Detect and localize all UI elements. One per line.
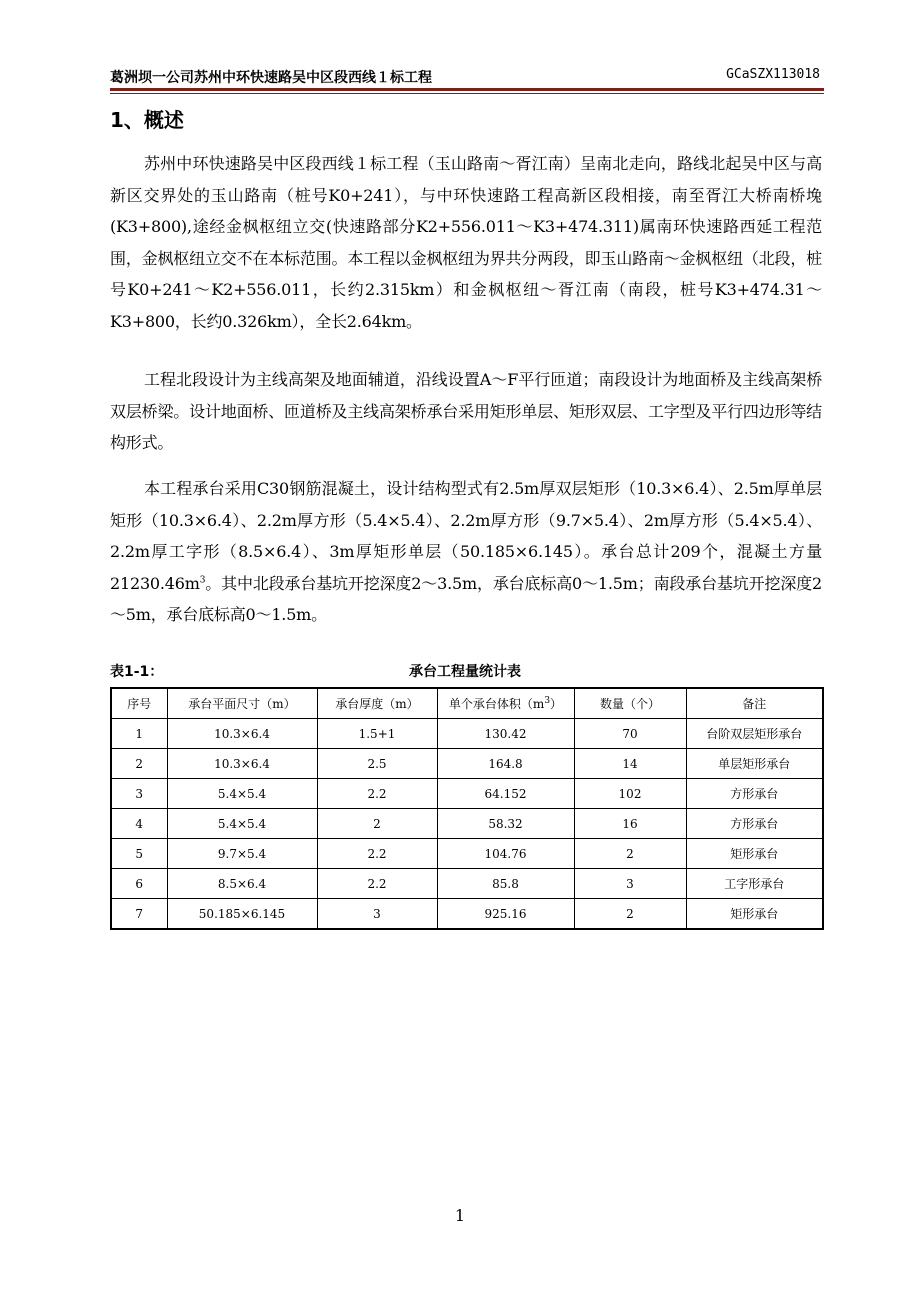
paragraph-design: 工程北段设计为主线高架及地面辅道，沿线设置A～F平行匝道；南段设计为地面桥及主线高架桥双层桥梁。设计地面桥、匝道桥及主线高架桥承台采用矩形单层、矩形双层、工字型及平行四边形等结构形式。 xyxy=(110,370,822,452)
cell-thickness: 2.5 xyxy=(317,749,437,779)
cell-no: 1 xyxy=(111,719,167,749)
cell-volume: 64.152 xyxy=(437,779,574,809)
cell-size: 10.3×6.4 xyxy=(167,749,317,779)
header-no: 序号 xyxy=(111,688,167,719)
cell-no: 4 xyxy=(111,809,167,839)
cell-no: 6 xyxy=(111,869,167,899)
cell-no: 7 xyxy=(111,899,167,930)
cell-count: 16 xyxy=(574,809,686,839)
header-note: 备注 xyxy=(686,688,823,719)
cell-volume: 104.76 xyxy=(437,839,574,869)
cell-thickness: 2.2 xyxy=(317,869,437,899)
cell-note: 方形承台 xyxy=(686,809,823,839)
table-title: 承台工程量统计表 xyxy=(409,664,521,680)
header-document-code: GCaSZX113018 xyxy=(726,67,820,82)
header-volume-text: 单个承台体积（m xyxy=(448,697,545,711)
cell-thickness: 2 xyxy=(317,809,437,839)
table-row xyxy=(111,719,823,749)
cell-count: 70 xyxy=(574,719,686,749)
cell-volume: 85.8 xyxy=(437,869,574,899)
cell-no: 5 xyxy=(111,839,167,869)
table-row xyxy=(111,779,823,809)
cell-no: 2 xyxy=(111,749,167,779)
cell-thickness: 1.5+1 xyxy=(317,719,437,749)
paragraph-overview: 苏州中环快速路吴中区段西线１标工程（玉山路南～胥江南）呈南北走向，路线北起吴中区与高新区交界处的玉山路南（桩号K0+241），与中环快速路工程高新区段相接，南至胥江大桥南桥堍(K3+800),途经金枫枢纽立交(快速路部分K2+556.011～K3+474.311)属南环快速路西延工程范围，金枫枢纽立交不在本标范围。本工程以金枫枢纽为界共分两段，即玉山路南～金枫枢纽（北段，桩号K0+241～K2+556.011，长约2.315km）和金枫枢纽～胥江南（南段，桩号K3+474.31～K3+800，长约0.326km），全长2.64km。 xyxy=(110,154,822,331)
table-row xyxy=(111,899,823,930)
cell-no: 3 xyxy=(111,779,167,809)
header-volume-sup: 3 xyxy=(544,696,551,706)
paragraph-pile-caps-part2: 。其中北段承台基坑开挖深度2～3.5m，承台底标高0～1.5m；南段承台基坑开挖深度2～5m，承台底标高0～1.5m。 xyxy=(110,573,822,624)
cell-note: 矩形承台 xyxy=(686,839,823,869)
cell-thickness: 2.2 xyxy=(317,839,437,869)
section-title: 1、概述 xyxy=(110,108,184,132)
header-thickness: 承台厚度（m） xyxy=(317,688,437,719)
cell-note: 方形承台 xyxy=(686,779,823,809)
page-number: 1 xyxy=(454,1206,466,1225)
pile-cap-quantity-table xyxy=(110,687,824,930)
cell-size: 9.7×5.4 xyxy=(167,839,317,869)
table-row xyxy=(111,749,823,779)
header-rule-thick xyxy=(110,88,824,91)
page-header xyxy=(110,64,820,86)
cell-size: 50.185×6.145 xyxy=(167,899,317,930)
cell-size: 5.4×5.4 xyxy=(167,809,317,839)
cell-thickness: 2.2 xyxy=(317,779,437,809)
cell-count: 3 xyxy=(574,869,686,899)
cell-note: 工字形承台 xyxy=(686,869,823,899)
cell-size: 10.3×6.4 xyxy=(167,719,317,749)
cell-count: 2 xyxy=(574,899,686,930)
cell-count: 102 xyxy=(574,779,686,809)
cell-count: 14 xyxy=(574,749,686,779)
cell-volume: 925.16 xyxy=(437,899,574,930)
header-rule-thin xyxy=(110,93,824,94)
header-size: 承台平面尺寸（m） xyxy=(167,688,317,719)
table-header-row xyxy=(111,688,823,719)
header-project-title: 葛洲坝一公司苏州中环快速路吴中区段西线１标工程 xyxy=(110,70,432,86)
cell-volume: 164.8 xyxy=(437,749,574,779)
cell-note: 矩形承台 xyxy=(686,899,823,930)
cell-note: 台阶双层矩形承台 xyxy=(686,719,823,749)
table-row xyxy=(111,839,823,869)
header-count: 数量（个） xyxy=(574,688,686,719)
table-label: 表1-1： xyxy=(110,664,164,680)
table-row xyxy=(111,809,823,839)
cell-size: 5.4×5.4 xyxy=(167,779,317,809)
cell-size: 8.5×6.4 xyxy=(167,869,317,899)
cell-volume: 130.42 xyxy=(437,719,574,749)
cubic-superscript: 3 xyxy=(199,575,206,586)
cell-volume: 58.32 xyxy=(437,809,574,839)
cell-thickness: 3 xyxy=(317,899,437,930)
paragraph-pile-caps-part1: 本工程承台采用C30钢筋混凝土，设计结构型式有2.5m厚双层矩形（10.3×6.4）、2.5m厚单层矩形（10.3×6.4）、2.2m厚方形（5.4×5.4）、2.2m厚方形（9.7×5.4）、2m厚方形（5.4×5.4）、2.2m厚工字形（8.5×6.4）、3m厚矩形单层（50.185×6.145）。承台总计209个，混凝土方量21230.46m xyxy=(110,479,822,593)
header-volume xyxy=(437,688,574,719)
paragraph-pile-caps xyxy=(110,473,822,631)
cell-count: 2 xyxy=(574,839,686,869)
header-volume-end: ） xyxy=(550,697,563,711)
table-row xyxy=(111,869,823,899)
cell-note: 单层矩形承台 xyxy=(686,749,823,779)
